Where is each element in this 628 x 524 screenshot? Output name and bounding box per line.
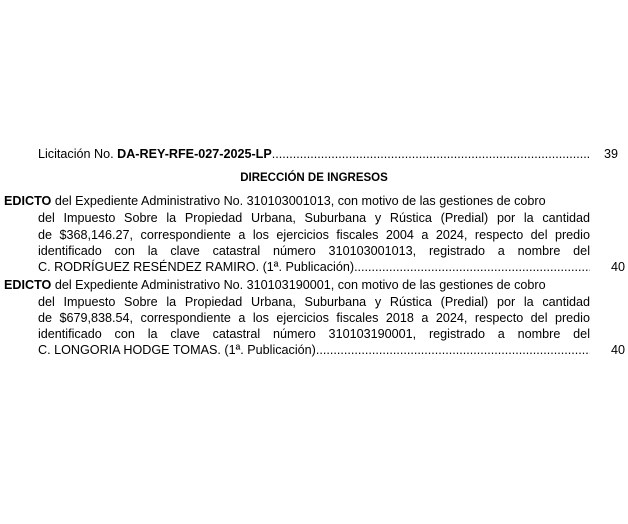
dot-leader: [354, 259, 590, 276]
dot-leader: [272, 146, 590, 163]
edicto-2-line-4: identificado con la clave catastral número 310103190001, registrado a nombre del: [38, 327, 590, 341]
licitacion-page-number: 39: [603, 147, 618, 161]
edicto-1-label: EDICTO: [4, 194, 52, 208]
edicto-1-line-3: de $368,146.27, correspondiente a los ejercicios fiscales 2004 a 2024, respecto del predio: [38, 228, 590, 242]
dot-leader: [316, 342, 590, 359]
edicto-2-line-2: del Impuesto Sobre la Propiedad Urbana, Suburbana y Rústica (Predial) por la cantidad: [38, 295, 590, 309]
licitacion-prefix: Licitación No.: [38, 147, 118, 161]
edicto-2-owner: C. LONGORIA HODGE TOMAS. (1ª. Publicación): [38, 343, 316, 357]
edicto-2-line-1: [4, 277, 590, 294]
section-heading: DIRECCIÓN DE INGRESOS: [240, 172, 388, 184]
edicto-1-line-4: identificado con la clave catastral número 310103001013, registrado a nombre del: [38, 244, 590, 258]
edicto-1-text-1: del Expediente Administrativo No. 310103001013, con motivo de las gestiones de cobro: [51, 194, 546, 208]
edicto-1-line-1: [4, 193, 590, 210]
edicto-2-text-1: del Expediente Administrativo No. 310103190001, con motivo de las gestiones de cobro: [51, 278, 546, 292]
edicto-2-label: EDICTO: [4, 278, 52, 292]
edicto-1-line-2: del Impuesto Sobre la Propiedad Urbana, Suburbana y Rústica (Predial) por la cantidad: [38, 211, 590, 225]
licitacion-entry: [38, 146, 590, 163]
licitacion-code: DA-REY-RFE-027-2025-LP: [117, 147, 272, 161]
edicto-1-page-number: 40: [610, 260, 625, 274]
edicto-1-owner: C. RODRÍGUEZ RESÉNDEZ RAMIRO. (1ª. Publicación): [38, 260, 355, 274]
edicto-1-line-5: [38, 259, 590, 276]
edicto-2-line-5: [38, 342, 590, 359]
edicto-2-page-number: 40: [610, 343, 625, 357]
edicto-2-line-3: de $679,838.54, correspondiente a los ejercicios fiscales 2018 a 2024, respecto del predio: [38, 311, 590, 325]
